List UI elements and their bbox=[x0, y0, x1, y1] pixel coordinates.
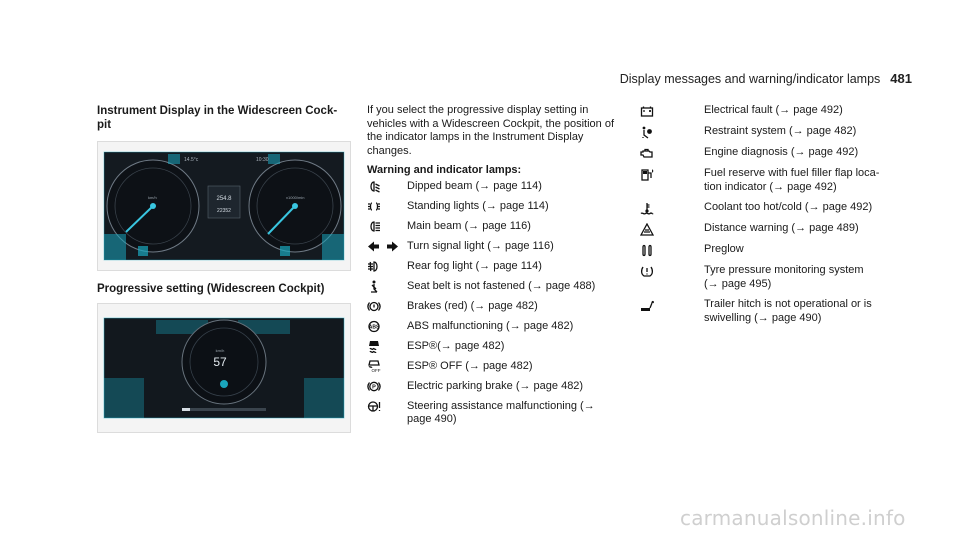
watermark: carmanualsonline.info bbox=[680, 506, 906, 530]
right-column bbox=[640, 104, 880, 332]
parking-brake-icon bbox=[367, 380, 407, 394]
list-item: Turn signal light (→ page 116) bbox=[367, 240, 617, 254]
list-item: Trailer hitch is not operational or is swivelling (→ page 490) bbox=[640, 298, 880, 325]
main-beam-icon bbox=[367, 220, 407, 234]
temp-readout: 14.5°c bbox=[184, 157, 199, 163]
middle-column bbox=[367, 104, 617, 433]
list-item: Fuel reserve with fuel filler flap loca-tion indicator (→ page 492) bbox=[640, 167, 880, 194]
list-item: Seat belt is not fastened (→ page 488) bbox=[367, 280, 617, 294]
esp-icon bbox=[367, 340, 407, 354]
list-item: Distance warning (→ page 489) bbox=[640, 222, 880, 236]
progressive-unit: km/h bbox=[215, 348, 225, 353]
list-item: ABS ABS malfunctioning (→ page 482) bbox=[368, 319, 574, 332]
turn-signal-icon bbox=[367, 240, 407, 254]
battery-icon bbox=[640, 104, 704, 118]
header-title: Display messages and warning/indicator lamps bbox=[619, 72, 881, 86]
list-item: Rear fog light (→ page 114) bbox=[367, 260, 617, 274]
list-item: Electrical fault (→ page 492) bbox=[640, 104, 880, 118]
list-item: Standing lights (→ page 114) bbox=[367, 200, 617, 214]
unit-right: x1000/min bbox=[286, 195, 305, 200]
svg-text:OFF: OFF bbox=[371, 368, 381, 373]
list-item: ESP®(→ page 482) bbox=[367, 340, 617, 354]
page-header bbox=[620, 71, 912, 86]
svg-text:P: P bbox=[372, 384, 376, 391]
list-item: OFF ESP® OFF (→ page 482) bbox=[367, 360, 617, 374]
svg-text:ABS: ABS bbox=[368, 324, 380, 331]
progressive-illustration bbox=[98, 304, 350, 432]
coolant-icon bbox=[640, 201, 704, 215]
engine-icon bbox=[640, 146, 704, 160]
figure2-caption: Progressive setting (Widescreen Cockpit) bbox=[97, 283, 325, 295]
list-item: Brakes (red) (→ page 482) bbox=[367, 300, 617, 314]
clock-readout: 10:30 bbox=[256, 157, 269, 163]
widescreen-cockpit-figure bbox=[97, 141, 351, 271]
lamps-subheading: Warning and indicator lamps: bbox=[367, 164, 522, 176]
fuel-icon bbox=[640, 167, 704, 181]
brake-icon bbox=[367, 300, 407, 314]
list-item: Coolant too hot/cold (→ page 492) bbox=[640, 201, 880, 215]
list-item: P Electric parking brake (→ page 482) bbox=[367, 380, 617, 394]
tyre-pressure-icon bbox=[640, 264, 704, 278]
center-value-top: 254.8 bbox=[216, 196, 232, 202]
distance-warning-icon bbox=[640, 222, 704, 236]
list-item: Steering assistance malfunctioning (→ page 490) bbox=[367, 400, 617, 427]
left-column bbox=[97, 104, 349, 132]
list-item: Tyre pressure monitoring system (→ page 495) bbox=[640, 264, 880, 291]
list-item: Engine diagnosis (→ page 492) bbox=[640, 146, 880, 160]
trailer-hitch-icon bbox=[640, 298, 704, 312]
steering-icon bbox=[367, 400, 407, 414]
section-heading: Instrument Display in the Widescreen Cock-pit bbox=[97, 105, 338, 131]
rear-fog-icon bbox=[367, 260, 407, 274]
list-item: Main beam (→ page 116) bbox=[367, 220, 617, 234]
dipped-beam-icon bbox=[367, 180, 407, 194]
center-value-bottom: 22352 bbox=[217, 208, 231, 214]
page-number: 481 bbox=[890, 71, 912, 86]
standing-lights-icon bbox=[367, 200, 407, 214]
cockpit-illustration bbox=[98, 142, 350, 270]
list-item: Restraint system (→ page 482) bbox=[640, 125, 880, 139]
list-item: Preglow bbox=[640, 243, 880, 257]
esp-off-icon bbox=[367, 360, 407, 374]
list-item: Dipped beam (→ page 114) bbox=[367, 180, 617, 194]
restraint-icon bbox=[640, 125, 704, 139]
preglow-icon bbox=[640, 243, 704, 257]
intro-paragraph: If you select the progressive display setting in vehicles with a Widescreen Cockpit, the position of the indicator lamps in the Instrument Display changes. bbox=[367, 104, 615, 157]
progressive-speed: 57 bbox=[213, 355, 227, 369]
abs-icon bbox=[367, 320, 407, 334]
progressive-setting-figure bbox=[97, 303, 351, 433]
unit-left: km/h bbox=[148, 195, 157, 200]
seat-belt-icon bbox=[367, 280, 407, 294]
